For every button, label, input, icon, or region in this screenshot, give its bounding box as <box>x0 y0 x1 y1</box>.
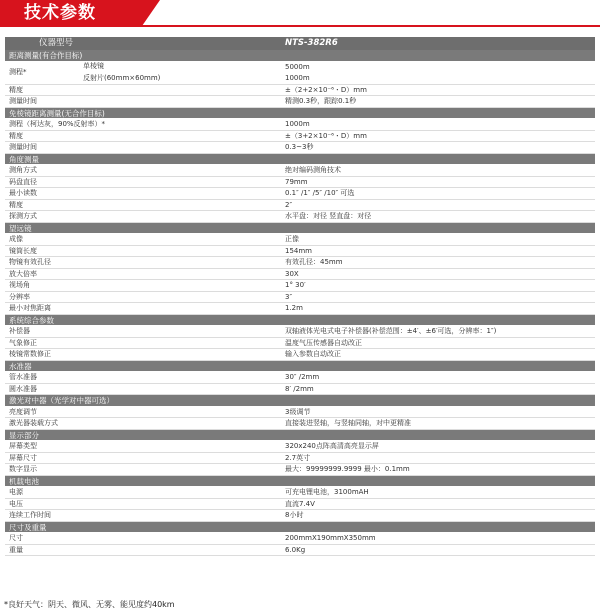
table-row <box>5 292 595 304</box>
row-label: 连续工作时间 <box>9 511 51 519</box>
section-battery <box>5 476 595 488</box>
single-prism-value: 5000m <box>285 62 310 71</box>
table-row <box>5 407 595 419</box>
row-value: 最大：99999999.9999 最小：0.1mm <box>285 465 410 473</box>
row-label: 测角方式 <box>9 166 37 174</box>
table-row <box>5 533 595 545</box>
table-row <box>5 372 595 384</box>
section-dist-reflectorless <box>5 108 595 120</box>
row-value: 直接装进竖轴，与竖轴同轴，对中更精准 <box>285 419 411 427</box>
row-label: 测程（柯达灰，90%反射率）* <box>9 120 106 128</box>
banner-background <box>160 0 600 26</box>
table-row <box>5 234 595 246</box>
row-label: 精度 <box>9 131 23 140</box>
model-value: NTS-382R6 <box>285 38 338 48</box>
table-row <box>5 384 595 396</box>
row-label: 精度 <box>9 85 23 94</box>
section-angle <box>5 154 595 166</box>
row-label: 数字显示 <box>9 465 37 473</box>
table-row <box>5 142 595 154</box>
row-value: 精测0.3秒，跟踪0.1秒 <box>285 97 357 105</box>
reflector-label: 反射片(60mm×60mm) <box>83 73 161 82</box>
row-label: 测量时间 <box>9 97 37 105</box>
table-row <box>5 441 595 453</box>
row-label: 测量时间 <box>9 143 37 151</box>
table-row <box>5 200 595 212</box>
table-row <box>5 257 595 269</box>
table-row <box>5 165 595 177</box>
spec-table <box>5 37 595 556</box>
section-plummet <box>5 395 595 407</box>
section-dist-prism <box>5 50 595 62</box>
row-label: 探测方式 <box>9 212 37 220</box>
model-row <box>5 37 595 50</box>
table-row <box>5 269 595 281</box>
row-value: ±（3+2×10⁻⁶・D）mm <box>285 131 367 140</box>
row-value: 200mmX190mmX350mm <box>285 534 376 542</box>
row-label: 视场角 <box>9 281 30 289</box>
section-title: 机载电池 <box>9 476 39 486</box>
row-value: 1° 30′ <box>285 281 306 289</box>
row-label: 重量 <box>9 545 23 554</box>
row-value: 水平盘：对径 竖直盘：对径 <box>285 212 372 220</box>
reflector-value: 1000m <box>285 74 310 82</box>
table-row <box>5 177 595 189</box>
table-row <box>5 338 595 350</box>
section-telescope <box>5 223 595 235</box>
range-cell <box>5 62 175 84</box>
banner-notch <box>142 0 160 26</box>
section-title: 距离测量(有合作目标) <box>9 51 83 60</box>
section-title: 系统综合参数 <box>9 315 54 325</box>
table-row <box>5 418 595 430</box>
table-row <box>5 487 595 499</box>
row-value: 输入参数自动改正 <box>285 350 341 358</box>
table-row <box>5 62 595 85</box>
page-title: 技术参数 <box>24 3 96 23</box>
row-value: 温度气压传感器自动改正 <box>285 338 362 347</box>
table-row <box>5 246 595 258</box>
row-label: 电压 <box>9 499 23 508</box>
row-label: 成像 <box>9 235 23 243</box>
row-label: 最小对焦距离 <box>9 304 51 312</box>
table-row <box>5 211 595 223</box>
row-label: 物镜有效孔径 <box>9 258 51 266</box>
row-value: 1000m <box>285 120 310 128</box>
table-row <box>5 464 595 476</box>
model-label: 仪器型号 <box>39 38 74 48</box>
row-label: 激光器装载方式 <box>9 419 58 427</box>
row-value: 320x240点阵高清高亮显示屏 <box>285 442 379 450</box>
section-title: 角度测量 <box>9 154 39 164</box>
row-value: 3级调节 <box>285 407 311 416</box>
row-label: 精度 <box>9 200 23 209</box>
row-value: 79mm <box>285 177 308 186</box>
row-label: 尺寸 <box>9 534 23 542</box>
row-label: 亮度调节 <box>9 407 37 416</box>
range-label: 测程* <box>9 67 27 76</box>
table-row <box>5 499 595 511</box>
single-prism-label: 单棱镜 <box>83 62 104 70</box>
row-value: 6.0Kg <box>285 545 306 554</box>
row-value: ±（2+2×10⁻⁶・D）mm <box>285 85 367 94</box>
row-value: 有效孔径：45mm <box>285 258 343 266</box>
row-label: 最小读数 <box>9 189 37 197</box>
banner-underline <box>0 25 600 27</box>
row-label: 镜筒长度 <box>9 246 37 255</box>
section-display <box>5 430 595 442</box>
row-label: 圆水准器 <box>9 384 37 393</box>
row-value: 30X <box>285 269 299 278</box>
row-value: 双轴液体光电式电子补偿器(补偿范围：±4′、±6′可选，分辨率：1″) <box>285 327 497 335</box>
section-title: 望远镜 <box>9 223 32 233</box>
section-system <box>5 315 595 327</box>
row-label: 屏幕尺寸 <box>9 453 37 462</box>
row-value: 8小时 <box>285 511 304 519</box>
row-label: 气象修正 <box>9 338 37 347</box>
section-title: 激光对中器（光学对中器可选） <box>9 396 114 405</box>
row-value: 0.3~3秒 <box>285 143 314 151</box>
table-row <box>5 280 595 292</box>
section-title: 免棱镜距离测量(无合作目标) <box>9 108 105 118</box>
section-title: 尺寸及重量 <box>9 522 47 532</box>
table-row <box>5 326 595 338</box>
row-value: 0.1″ /1″ /5″ /10″ 可选 <box>285 189 355 197</box>
row-value: 2.7英寸 <box>285 453 311 462</box>
row-label: 屏幕类型 <box>9 442 37 450</box>
table-row <box>5 131 595 143</box>
section-title: 水准器 <box>9 361 32 371</box>
row-value: 绝对编码测角技术 <box>285 166 341 174</box>
row-value: 1.2m <box>285 304 303 312</box>
section-size <box>5 522 595 534</box>
range-values <box>175 62 595 84</box>
row-value: 8′ /2mm <box>285 384 314 393</box>
table-row <box>5 349 595 361</box>
table-row <box>5 510 595 522</box>
table-row <box>5 96 595 108</box>
table-row <box>5 303 595 315</box>
row-label: 放大倍率 <box>9 269 37 278</box>
section-title: 显示部分 <box>9 430 39 440</box>
row-value: 直流7.4V <box>285 499 315 508</box>
row-value: 154mm <box>285 246 312 255</box>
table-row <box>5 453 595 465</box>
section-level <box>5 361 595 373</box>
table-row <box>5 188 595 200</box>
table-row <box>5 545 595 557</box>
row-value: 可充电锂电池，3100mAH <box>285 488 369 496</box>
row-label: 分辨率 <box>9 292 30 301</box>
row-value: 2″ <box>285 200 293 209</box>
row-label: 补偿器 <box>9 327 30 335</box>
row-label: 码盘直径 <box>9 177 37 186</box>
row-label: 管水准器 <box>9 373 37 381</box>
row-label: 棱镜常数修正 <box>9 350 51 358</box>
row-label: 电源 <box>9 488 23 496</box>
table-row <box>5 85 595 97</box>
footnote: *良好天气：阴天、微风、无雾、能见度约40km <box>4 600 175 609</box>
table-row <box>5 119 595 131</box>
row-value: 30″ /2mm <box>285 373 320 381</box>
row-value: 3″ <box>285 292 293 301</box>
row-value: 正像 <box>285 235 299 243</box>
